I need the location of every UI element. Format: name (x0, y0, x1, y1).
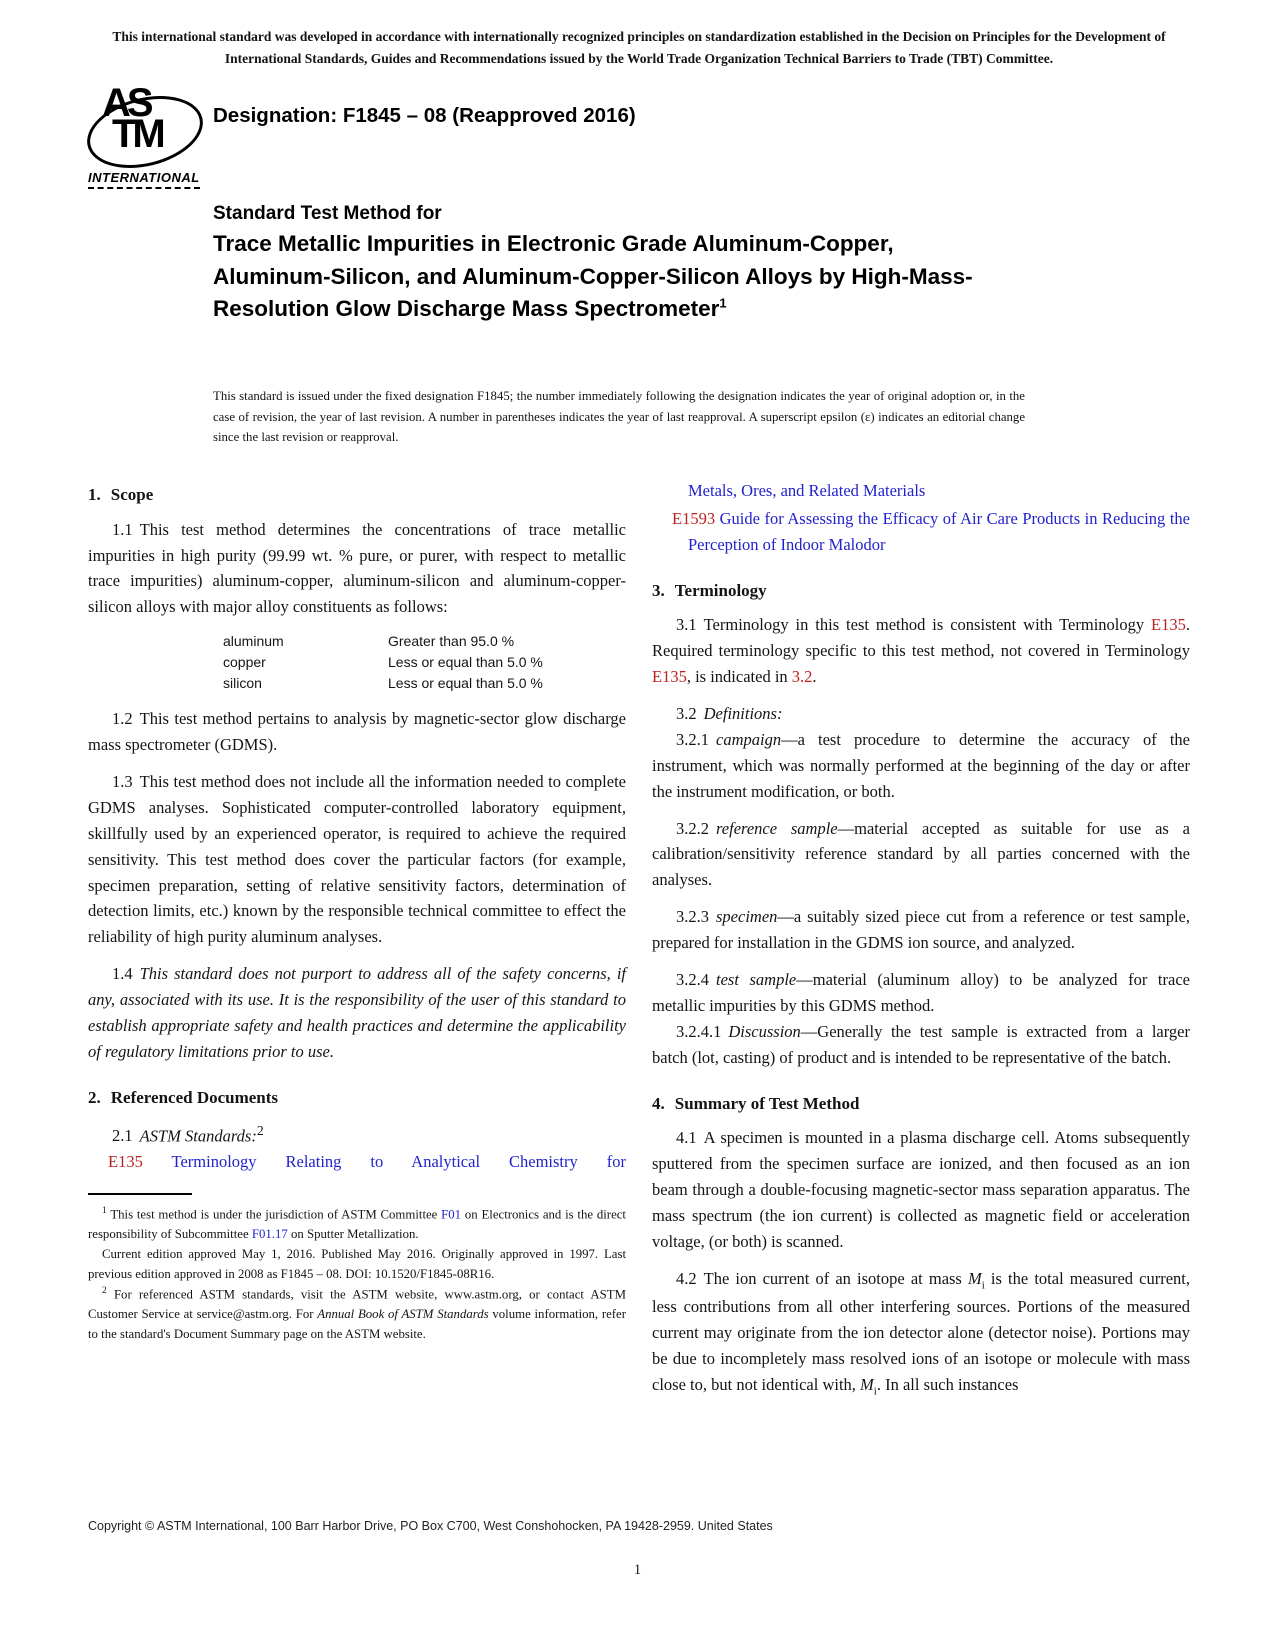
footnote-2: $^2$ For referenced ASTM standards, visit the ASTM website, www.astm.org, or contact ASTM Customer Service at service@astm.org. For Annual Book of ASTM Standards volume information, refer to the standard's Document Summary page on the ASTM website. (88, 1286, 627, 1342)
paragraph-2-1: 2.1 ASTM Standards:$^2$ (112, 1122, 264, 1146)
copyright-notice: Copyright © ASTM International, 100 Barr Harbor Drive, PO Box C700, West Conshohocken, PA 19428-2959. United States (88, 1519, 773, 1533)
alloy-name: aluminum (223, 633, 284, 650)
left-column (88, 478, 626, 1412)
paragraph-3-2-4: 3.2.4 test sample—material (aluminum alloy) to be analyzed for trace metallic impurities by this GDMS method. (652, 970, 1190, 1015)
page-number: 1 (633, 1562, 642, 1578)
paragraph-1-4: 1.4 This standard does not purport to address all of the safety concerns, if any, associated with its use. It is the responsibility of the user of this standard to establish appropriate safety and health practices and determine the applicability of regulatory limitations prior to use. (88, 964, 626, 1061)
two-column-body (88, 478, 1190, 1412)
issuance-note: This standard is issued under the fixed designation F1845; the number immediately following the designation indicates the year of original adoption or, in the case of revision, the year of last revision. A number in parentheses indicates the year of last reapproval. A superscript epsilon (ε) indicates an editorial change since the last revision or reapproval. (213, 389, 1025, 445)
footnote-1: $^1$ This test method is under the jurisdiction of ASTM Committee F01 on Electronics and is the direct responsibility of Subcommittee F01.17 on Sputter Metallization. (88, 1205, 626, 1241)
paragraph-4-1: 4.1 A specimen is mounted in a plasma discharge cell. Atoms subsequently sputtered from the specimen surface are ionized, and then focused as an ion beam through a double-focusing magnetic-sector mass separation apparatus. The mass spectrum (the ion current) is collected as magnetic field or acceleration voltage, (or both) is scanned. (652, 1128, 1190, 1251)
paragraph-3-1: 3.1 Terminology in this test method is consistent with Terminology E135. Required terminology specific to this test method, not covered in Terminology E135, is indicated in 3.2. (652, 615, 1190, 687)
section-heading-referenced-documents: 2. Referenced Documents (88, 1087, 279, 1107)
link-e1593[interactable]: E1593 (672, 508, 716, 528)
paragraph-3-2-1: 3.2.1 campaign—a test procedure to determine the accuracy of the instrument, which was normally performed at the beginning of the day or after the instrument modification, or both. (652, 729, 1190, 801)
table-row (223, 631, 626, 652)
paragraph-3-2-2: 3.2.2 reference sample—material accepted as suitable for use as a calibration/sensitivity reference standard by all parties concerned with the analyses. (652, 818, 1190, 890)
variable-mass-mi: $M_i$ (860, 1374, 877, 1398)
astm-logo (86, 81, 204, 190)
astm-logo-subtext: INTERNATIONAL (88, 170, 200, 189)
paragraph-1-3: 1.3 This test method does not include all the information needed to complete GDMS analyses. Sophisticated computer-controlled laboratory equipment, skillfully used by an experienced operator, is required to achieve the required sensitivity. This test method does cover the particular factors (for example, specimen preparation, setting of relative sensitivity factors, determination of detection limits, etc.) known by the responsible technical committee to effect the reliability of high purity aluminum analyses. (88, 772, 626, 947)
link-e135[interactable]: E135 (108, 1151, 143, 1171)
reference-title-e135[interactable]: Terminology Relating to Analytical Chemistry for (171, 1151, 626, 1171)
reference-entry-e135 (88, 1149, 626, 1175)
title-footnote-ref[interactable]: 1 (719, 295, 727, 311)
alloy-constituents-table (223, 631, 626, 694)
variable-mass-mi: $M_i$ (967, 1268, 985, 1292)
link-e135-ref1[interactable]: E135 (1151, 615, 1186, 635)
astm-logo-ellipse-icon (80, 81, 211, 180)
paragraph-4-2: 4.2 The ion current of an isotope at mass $M_i$ is the total measured current, less contributions from all other interfering sources. Portions of the measured current may originate from the ion detector alone (detector noise). Portions may be due to incompletely mass resolved ions of an isotope or molecule with mass close to, but not identical with, $M_i$. In all such instances (652, 1268, 1190, 1398)
reference-entry-e135-continuation (652, 478, 1190, 504)
section-heading-scope: 1. Scope (88, 485, 154, 504)
table-row (223, 652, 626, 673)
astm-logo-row1: AS (102, 81, 150, 125)
title-kicker: Standard Test Method for (213, 203, 442, 224)
footnote-divider (88, 1193, 192, 1195)
paragraph-3-2-3: 3.2.3 specimen—a suitably sized piece cut from a reference or test sample, prepared for installation in the GDMS ion source, and analyzed. (652, 907, 1190, 953)
footnote-ref-2[interactable]: 2 (256, 1122, 264, 1138)
alloy-name: copper (223, 654, 266, 671)
page-title-text: Trace Metallic Impurities in Electronic Grade Aluminum-Copper, Aluminum-Silicon, and Aluminum-Copper-Silicon Alloys by High-Mass-Resolution Glow Discharge Mass Spectrometer (213, 231, 973, 322)
link-f01-17[interactable]: F01.17 (251, 1226, 288, 1241)
footnote-block (88, 1193, 626, 1345)
alloy-value: Greater than 95.0 % (388, 633, 515, 650)
section-heading-terminology: 3. Terminology (652, 580, 767, 600)
section-heading-summary: 4. Summary of Test Method (652, 1093, 860, 1113)
title-block (213, 203, 1003, 326)
paragraph-1-2: 1.2 This test method pertains to analysis by magnetic-sector glow discharge mass spectrometer (GDMS). (88, 709, 626, 755)
reference-title-e1593[interactable]: Guide for Assessing the Efficacy of Air Care Products in Reducing the Perception of Indoor Malodor (688, 508, 1190, 554)
reference-entry-e1593 (652, 506, 1190, 558)
designation: Designation: F1845 – 08 (Reapproved 2016) (213, 104, 636, 127)
paragraph-1-1: 1.1 This test method determines the concentrations of trace metallic impurities in high purity (99.99 wt. % pure, or purer, with respect to metallic trace impurities) aluminum-copper, aluminum-silicon and aluminum-copper-silicon alloys with major alloy constituents as follows: (88, 519, 626, 617)
paragraph-3-2: 3.2 Definitions: (676, 704, 783, 724)
wto-principles-note: This international standard was developed in accordance with internationally recognized principles on standardization established in the Decision on Principles for the Development of International Standards, Guides and Recommendations issued by the World Trade Organization Technical Barriers to Trade (TBT) Committee. (112, 29, 1166, 66)
alloy-value: Less or equal than 5.0 % (388, 654, 543, 671)
right-column (652, 478, 1190, 1412)
paragraph-3-2-4-1: 3.2.4.1 Discussion—Generally the test sample is extracted from a larger batch (lot, casting) of product and is intended to be representative of the batch. (652, 1021, 1190, 1067)
page-title (213, 228, 1003, 326)
alloy-value: Less or equal than 5.0 % (388, 675, 543, 692)
alloy-name: silicon (223, 675, 262, 692)
footnote-edition: Current edition approved May 1, 2016. Published May 2016. Originally approved in 1997. Last previous edition approved in 2008 as F1845 – 08. DOI: 10.1520/F1845-08R16. (88, 1246, 626, 1281)
link-section-3-2[interactable]: 3.2 (791, 667, 813, 687)
link-f01[interactable]: F01 (441, 1207, 462, 1222)
link-e135-ref2[interactable]: E135 (652, 667, 687, 687)
astm-logo-row2: TM (112, 112, 162, 157)
table-row (223, 673, 626, 694)
reference-title-e135-cont[interactable]: Metals, Ores, and Related Materials (688, 481, 926, 500)
